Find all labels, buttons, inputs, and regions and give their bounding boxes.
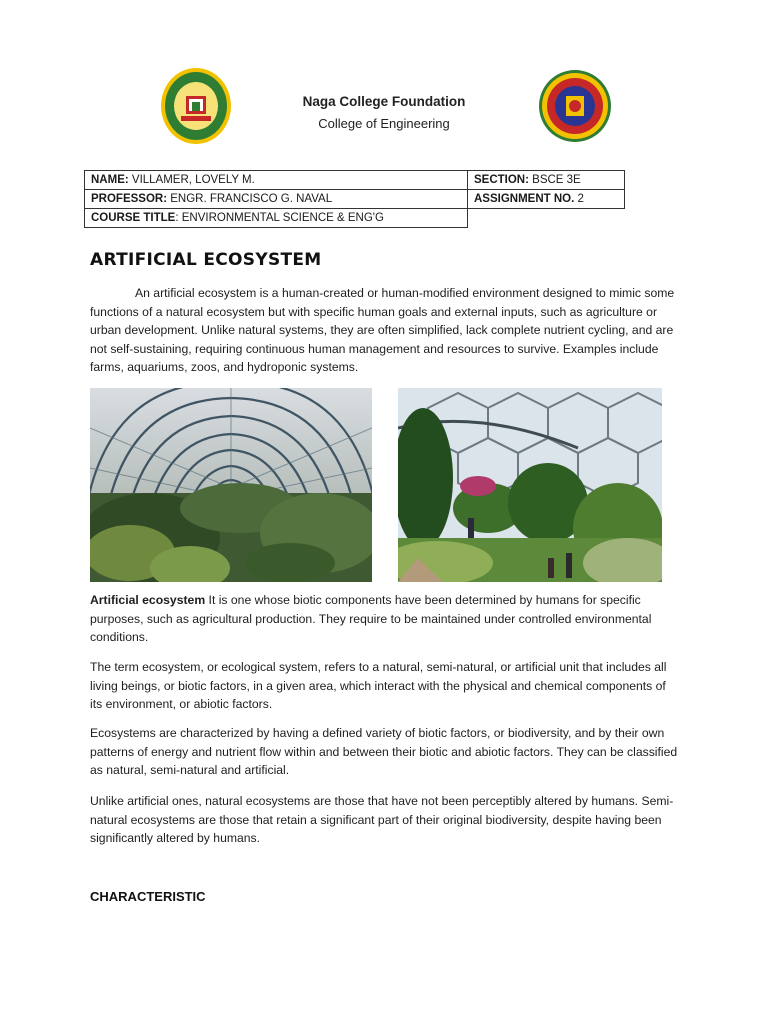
characteristic-heading: CHARACTERISTIC	[90, 889, 206, 904]
artificial-ecosystem-term: Artificial ecosystem	[90, 593, 206, 607]
course-label: COURSE TITLE	[91, 212, 176, 224]
name-value: VILLAMER, LOVELY M.	[128, 174, 255, 186]
course-value: : ENVIRONMENTAL SCIENCE & ENG'G	[175, 212, 384, 224]
ecosystem-definition-paragraph: The term ecosystem, or ecological system, refers to a natural, semi-natural, or artificial unit that includes all living beings, or biotic factors, in a given area, which interact with the physical and chemical components of its environment, or abiotic factors.	[90, 660, 667, 712]
student-info-table	[84, 170, 625, 228]
professor-value: ENGR. FRANCISCO G. NAVAL	[167, 193, 333, 205]
info-row-professor	[85, 190, 625, 209]
artificial-ecosystem-paragraph	[90, 591, 678, 647]
section-cell	[468, 171, 625, 190]
geodesic-dome-photo	[398, 388, 662, 582]
info-row-name	[85, 171, 625, 190]
name-label: NAME:	[91, 174, 129, 186]
ecosystem-characteristics-paragraph: Ecosystems are characterized by having a defined variety of biotic factors, or biodiversity, and by their own patterns of energy and nutrient flow within and between their biotic and abiotic factors. They can be classified as natural, semi-natural and artificial.	[90, 726, 678, 778]
intro-paragraph: An artificial ecosystem is a human-created or human-modified environment designed to mimic some functions of a natural ecosystem but with specific human goals and external inputs, such as agriculture or urban development. Unlike natural systems, they are often simplified, lack complete nutrient cycling, and are not self-sustaining, requiring continuous human management and resources to survive. Examples include farms, aquariums, zoos, and hydroponic systems.	[90, 286, 675, 375]
empty-cell	[468, 209, 625, 228]
assignment-label: ASSIGNMENT NO.	[474, 193, 575, 205]
college-name: Naga College Foundation	[302, 94, 466, 109]
assignment-value: 2	[574, 193, 584, 205]
document-title: ARTIFICIAL ECOSYSTEM	[90, 250, 322, 270]
section-value: BSCE 3E	[528, 174, 581, 186]
professor-cell	[85, 190, 468, 209]
name-cell	[85, 171, 468, 190]
greenhouse-tunnel-photo	[90, 388, 372, 582]
course-cell	[85, 209, 468, 228]
artificial-ecosystem-text: It is one whose biotic components have been determined by humans for specific purposes, such as agricultural production. They require to be maintained under controlled environmental conditions.	[90, 593, 652, 645]
professor-label: PROFESSOR:	[91, 193, 168, 205]
info-row-course	[85, 209, 625, 228]
natural-ecosystems-paragraph: Unlike artificial ones, natural ecosystems are those that have not been perceptibly altered by humans. Semi-natural ecosystems are those that retain a significant part of their original biodiversity, despite having been significantly altered by humans.	[90, 794, 674, 846]
section-label: SECTION:	[474, 174, 529, 186]
college-department: College of Engineering	[318, 116, 450, 131]
assignment-cell	[468, 190, 625, 209]
